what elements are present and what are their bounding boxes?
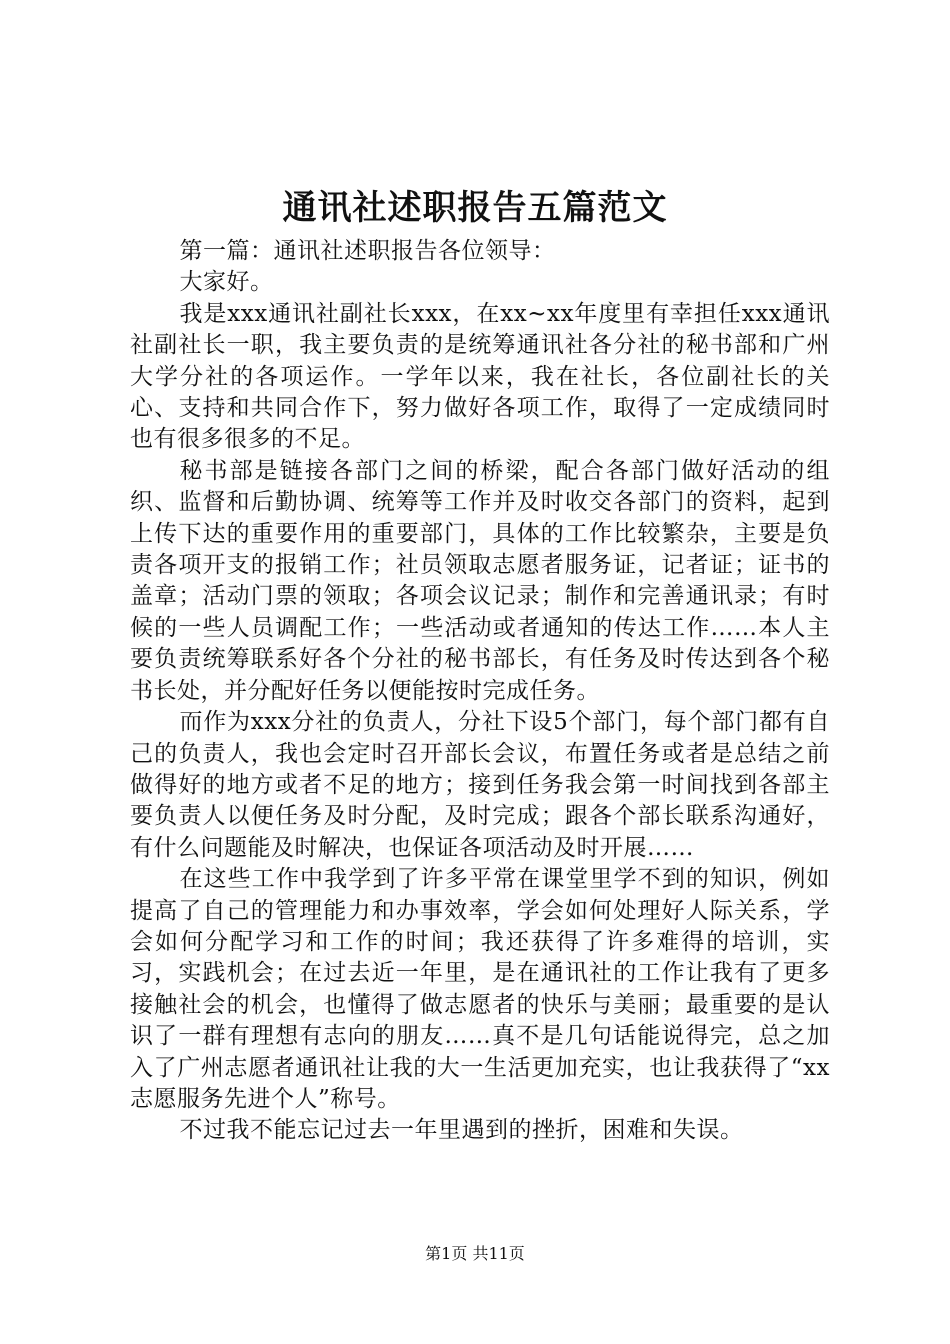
paragraph-learning: 在这些工作中我学到了许多平常在课堂里学不到的知识，例如提高了自己的管理能力和办事效率，学会如何处理好人际关系，学会如何分配学习和工作的时间；我还获得了许多难得的培训，实习，实践机会；在过去近一年里，是在通讯社的工作让我有了更多接触社会的机会，也懂得了做志愿者的快乐与美丽；最重要的是认识了一群有理想有志向的朋友……真不是几句话能说得完，总之加入了广州志愿者通讯社让我的大一生活更加充实，也让我获得了“xx志愿服务先进个人”称号。 — [130, 866, 830, 1112]
paragraph-secretariat: 秘书部是链接各部门之间的桥梁，配合各部门做好活动的组织、监督和后勤协调、统筹等工作并及时收交各部门的资料，起到上传下达的重要作用的重要部门，具体的工作比较繁杂，主要是负责各项开支的报销工作；社员领取志愿者服务证，记者证；证书的盖章；活动门票的领取；各项会议记录；制作和完善通讯录；有时候的一些人员调配工作；一些活动或者通知的传达工作……本人主要负责统筹联系好各个分社的秘书部长，有任务及时传达到各个秘书长处，并分配好任务以便能按时完成任务。 — [130, 457, 830, 704]
document-body — [130, 236, 830, 1147]
paragraph-intro: 我是xxx通讯社副社长xxx，在xx~xx年度里有幸担任xxx通讯社副社长一职，我主要负责的是统筹通讯社各分社的秘书部和广州大学分社的各项运作。一学年以来，我在社长，各位副社长的关心、支持和共同合作下，努力做好各项工作，取得了一定成绩同时也有很多很多的不足。 — [130, 300, 830, 453]
paragraph-branch: 而作为xxx分社的负责人，分社下设5个部门，每个部门都有自己的负责人，我也会定时召开部长会议，布置任务或者是总结之前做得好的地方或者不足的地方；接到任务我会第一时间找到各部主要负责人以便任务及时分配，及时完成；跟各个部长联系沟通好，有什么问题能及时解决，也保证各项活动及时开展…… — [130, 709, 830, 861]
paragraph-greeting-heading: 第一篇：通讯社述职报告各位领导： — [179, 238, 556, 264]
page-footer: 第1页 共11页 — [425, 1244, 525, 1263]
document-title: 通讯社述职报告五篇范文 — [282, 188, 668, 228]
paragraph-setbacks: 不过我不能忘记过去一年里遇到的挫折，困难和失误。 — [179, 1117, 744, 1144]
paragraph-greeting: 大家好。 — [179, 269, 274, 296]
